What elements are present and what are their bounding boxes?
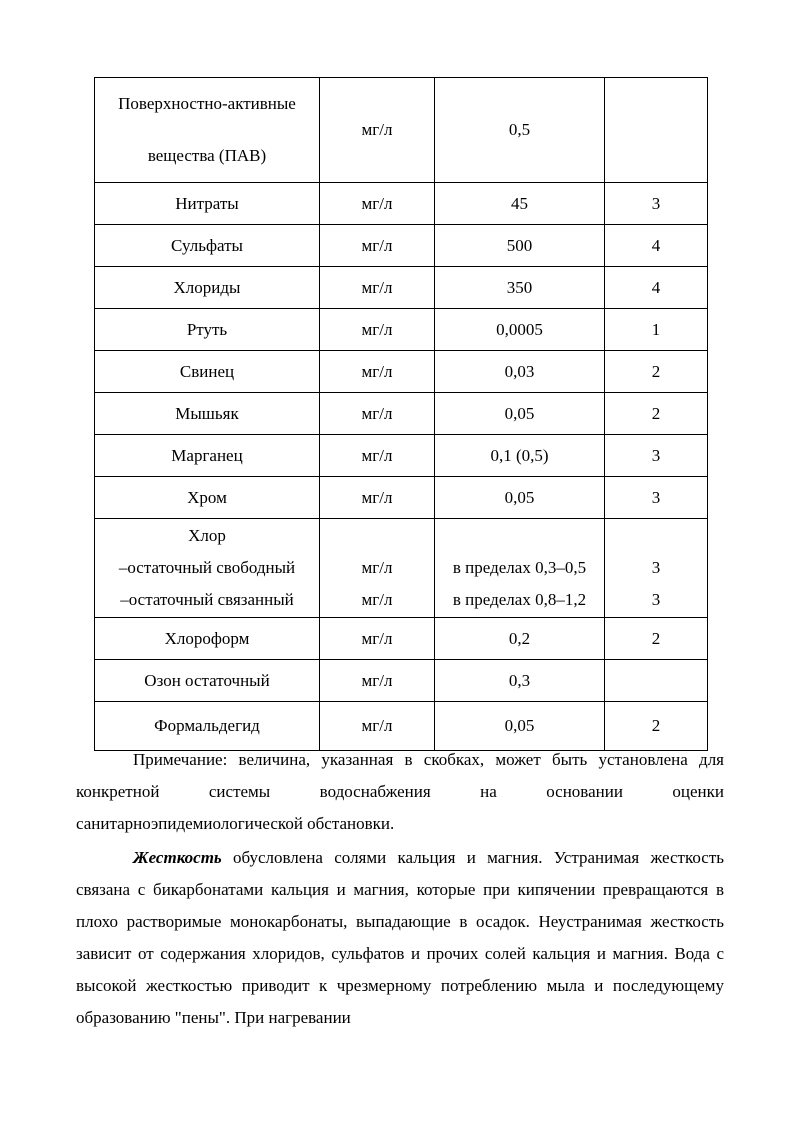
class-value: 3 xyxy=(651,558,661,577)
table-row xyxy=(95,618,708,660)
value-cell: 45 xyxy=(435,183,605,225)
value-cell: 0,0005 xyxy=(435,309,605,351)
paragraph-body: обусловлена солями кальция и магния. Устранимая жесткость связана с бикарбонатами кальция и магния, которые при кипячении превращаются в плохо растворимые монокарбонаты, выпадающие в осадок. Неустранимая жесткость зависит от содержания хлоридов, сульфатов и прочих солей кальция и магния. Вода с высокой жесткостью приводит к чрезмерному потреблению мыла и последующему образованию "пены". При нагревании xyxy=(76,848,724,1027)
value-cell xyxy=(435,519,605,618)
table-row xyxy=(95,660,708,702)
class-cell: 1 xyxy=(605,309,708,351)
term-hardness: Жесткость xyxy=(133,848,222,867)
indicator-cell: Хром xyxy=(95,477,320,519)
class-cell: 3 xyxy=(605,435,708,477)
indicator-cell: Мышьяк xyxy=(95,393,320,435)
value-cell: 0,05 xyxy=(435,702,605,751)
table-note: Примечание: величина, указанная в скобках, может быть установлена для конкретной системы водоснабжения на основании оценки санитарноэпидемиологической обстановки. xyxy=(76,750,724,833)
unit-cell: мг/л xyxy=(320,618,435,660)
table-row xyxy=(95,78,708,183)
table-row xyxy=(95,309,708,351)
value-cell: 0,3 xyxy=(435,660,605,702)
indicator-cell: Марганец xyxy=(95,435,320,477)
indicator-cell: Ртуть xyxy=(95,309,320,351)
indicator-cell: Хлороформ xyxy=(95,618,320,660)
unit-cell: мг/л xyxy=(320,225,435,267)
value-cell: 0,05 xyxy=(435,393,605,435)
indicator-name: вещества (ПАВ) xyxy=(147,146,267,165)
class-cell: 4 xyxy=(605,225,708,267)
value-cell: 350 xyxy=(435,267,605,309)
indicator-cell: Озон остаточный xyxy=(95,660,320,702)
table-row xyxy=(95,183,708,225)
unit-cell: мг/л xyxy=(320,393,435,435)
indicator-cell: Сульфаты xyxy=(95,225,320,267)
class-cell: 4 xyxy=(605,267,708,309)
unit-cell: мг/л xyxy=(320,183,435,225)
table-row xyxy=(95,393,708,435)
unit-cell: мг/л xyxy=(320,309,435,351)
hardness-paragraph xyxy=(76,842,724,1034)
unit-cell: мг/л xyxy=(320,660,435,702)
unit-cell: мг/л xyxy=(320,78,435,183)
unit-cell: мг/л xyxy=(320,702,435,751)
class-cell: 2 xyxy=(605,702,708,751)
indicator-cell: Формальдегид xyxy=(95,702,320,751)
class-cell: 3 xyxy=(605,477,708,519)
value-cell: 0,1 (0,5) xyxy=(435,435,605,477)
class-value: 3 xyxy=(651,590,661,609)
indicator-subname: –остаточный связанный xyxy=(120,590,294,609)
indicator-name: Поверхностно-активные xyxy=(118,94,296,113)
limit-value: в пределах 0,3–0,5 xyxy=(452,558,587,577)
unit-cell: мг/л xyxy=(320,435,435,477)
class-cell: 2 xyxy=(605,351,708,393)
unit-cell: мг/л xyxy=(320,351,435,393)
indicator-subname: –остаточный свободный xyxy=(118,558,296,577)
table-row xyxy=(95,435,708,477)
unit-value: мг/л xyxy=(361,558,393,577)
indicator-cell: Нитраты xyxy=(95,183,320,225)
value-cell: 0,5 xyxy=(435,78,605,183)
indicator-cell: Хлориды xyxy=(95,267,320,309)
table-row xyxy=(95,351,708,393)
class-cell: 2 xyxy=(605,618,708,660)
class-cell: 2 xyxy=(605,393,708,435)
unit-value: мг/л xyxy=(361,590,393,609)
table-row xyxy=(95,519,708,618)
unit-cell: мг/л xyxy=(320,267,435,309)
class-cell: 3 xyxy=(605,183,708,225)
table-row xyxy=(95,267,708,309)
water-quality-table xyxy=(94,77,708,751)
class-cell xyxy=(605,78,708,183)
indicator-cell xyxy=(95,78,320,183)
table-row xyxy=(95,477,708,519)
value-cell: 500 xyxy=(435,225,605,267)
class-cell xyxy=(605,519,708,618)
table-row xyxy=(95,225,708,267)
unit-cell xyxy=(320,519,435,618)
value-cell: 0,03 xyxy=(435,351,605,393)
value-cell: 0,05 xyxy=(435,477,605,519)
indicator-name: Хлор xyxy=(188,526,226,545)
limit-value: в пределах 0,8–1,2 xyxy=(452,590,587,609)
unit-cell: мг/л xyxy=(320,477,435,519)
indicator-cell xyxy=(95,519,320,618)
indicator-cell: Свинец xyxy=(95,351,320,393)
class-cell xyxy=(605,660,708,702)
value-cell: 0,2 xyxy=(435,618,605,660)
